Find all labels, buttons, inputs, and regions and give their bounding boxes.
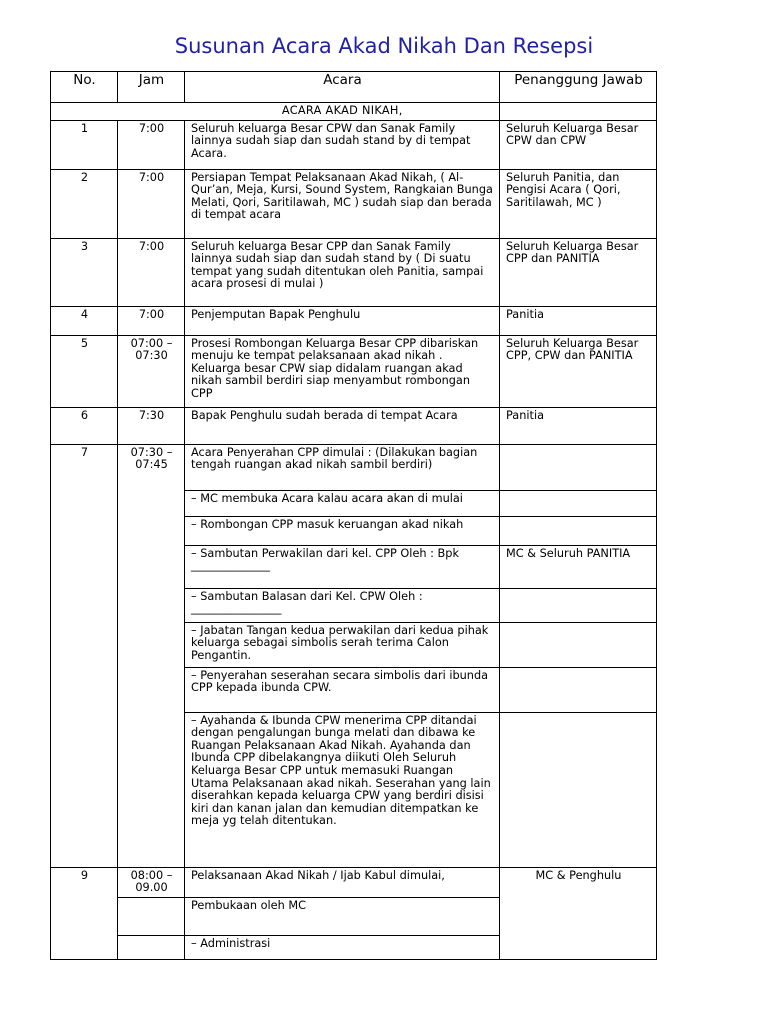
row-acara: Penjemputan Bapak Penghulu [185, 306, 500, 335]
row-acara: Seluruh keluarga Besar CPP dan Sanak Family lainnya sudah siap dan sudah stand by ( Di suatu tempat yang sudah ditentukan oleh Panitia, sampai acara prosesi di mulai ) [185, 238, 500, 306]
row-pj: MC & Seluruh PANITIA [500, 545, 657, 588]
row-acara: – Sambutan Perwakilan dari kel. CPP Oleh : Bpk ______________ [185, 545, 500, 588]
row-no: 6 [51, 407, 118, 444]
row-pj: Seluruh Panitia, dan Pengisi Acara ( Qori, Saritilawah, MC ) [500, 169, 657, 238]
row-pj [500, 490, 657, 516]
row-jam-empty [118, 935, 185, 959]
row-acara: – Penyerahan seserahan secara simbolis dari ibunda CPP kepada ibunda CPW. [185, 667, 500, 712]
row-jam: 07:00 – 07:30 [118, 335, 185, 407]
row-acara: Prosesi Rombongan Keluarga Besar CPP dibariskan menuju ke tempat pelaksanaan akad nikah . Keluarga besar CPW siap didalam ruangan akad nikah sambil berdiri siap menyambut rombongan CPP [185, 335, 500, 407]
row-acara: – Ayahanda & Ibunda CPW menerima CPP ditandai dengan pengalungan bunga melati dan dibawa ke Ruangan Pelaksanaan Akad Nikah. Ayahanda dan Ibunda CPP dibelakangnya diikuti Oleh Seluruh Keluarga Besar CPP untuk memasuki Ruangan Utama Pelaksanaan akad nikah. Seserahan yang lain diserahkan kepada keluarga CPW yang berdiri disisi kiri dan kanan jalan dan kemudian ditempatkan ke meja yg telah ditentukan. [185, 712, 500, 867]
schedule-table [50, 71, 657, 960]
row-no: 2 [51, 169, 118, 238]
row-acara: – MC membuka Acara kalau acara akan di mulai [185, 490, 500, 516]
row-jam: 7:00 [118, 306, 185, 335]
row-pj [500, 712, 657, 867]
row-acara: Pembukaan oleh MC [185, 897, 500, 935]
section-row [51, 103, 657, 121]
row-acara: – Jabatan Tangan kedua perwakilan dari kedua pihak keluarga sebagai simbolis serah terima Calon Pengantin. [185, 622, 500, 667]
header-penanggung-jawab: Penanggung Jawab [500, 72, 657, 103]
row-no: 9 [51, 867, 118, 959]
row-acara: – Rombongan CPP masuk keruangan akad nikah [185, 516, 500, 545]
row-pj [500, 444, 657, 490]
document-title: Susunan Acara Akad Nikah Dan Resepsi [174, 34, 594, 58]
row-acara: Bapak Penghulu sudah berada di tempat Acara [185, 407, 500, 444]
row-jam: 7:30 [118, 407, 185, 444]
row-pj [500, 667, 657, 712]
section-spacer [51, 103, 185, 121]
row-acara: – Administrasi [185, 935, 500, 959]
row-jam: 7:00 [118, 169, 185, 238]
row-acara: Persiapan Tempat Pelaksanaan Akad Nikah, ( Al-Qur’an, Meja, Kursi, Sound System, Rangkaian Bunga Melati, Qori, Saritilawah, MC ) sudah siap dan berada di tempat acara [185, 169, 500, 238]
table-row [51, 120, 657, 169]
row-jam: 7:00 [118, 238, 185, 306]
table-row [51, 306, 657, 335]
table-row [51, 867, 657, 897]
table-row [51, 169, 657, 238]
row-pj: Seluruh Keluarga Besar CPW dan CPW [500, 120, 657, 169]
row-jam-empty [118, 897, 185, 935]
row-pj [500, 516, 657, 545]
row-pj: MC & Penghulu [500, 867, 657, 959]
row-pj: Panitia [500, 306, 657, 335]
row-no: 4 [51, 306, 118, 335]
table-row [51, 238, 657, 306]
table-header-row [51, 72, 657, 103]
header-jam: Jam [118, 72, 185, 103]
table-row [51, 335, 657, 407]
row-no: 3 [51, 238, 118, 306]
row-no: 5 [51, 335, 118, 407]
section-label: ACARA AKAD NIKAH, [185, 103, 500, 121]
row-jam: 7:00 [118, 120, 185, 169]
table-row [51, 444, 657, 490]
header-no: No. [51, 72, 118, 103]
row-pj: Panitia [500, 407, 657, 444]
row-jam: 08:00 – 09.00 [118, 867, 185, 897]
table-row [51, 407, 657, 444]
row-acara: Seluruh keluarga Besar CPW dan Sanak Family lainnya sudah siap dan sudah stand by di tempat Acara. [185, 120, 500, 169]
row-no: 7 [51, 444, 118, 867]
row-acara: Acara Penyerahan CPP dimulai : (Dilakukan bagian tengah ruangan akad nikah sambil berdiri) [185, 444, 500, 490]
row-jam: 07:30 – 07:45 [118, 444, 185, 867]
section-spacer-right [500, 103, 657, 121]
row-pj: Seluruh Keluarga Besar CPP dan PANITIA [500, 238, 657, 306]
row-no: 1 [51, 120, 118, 169]
row-acara: Pelaksanaan Akad Nikah / Ijab Kabul dimulai, [185, 867, 500, 897]
row-pj [500, 622, 657, 667]
row-acara: – Sambutan Balasan dari Kel. CPW Oleh : ________________ [185, 588, 500, 622]
row-pj [500, 588, 657, 622]
row-pj: Seluruh Keluarga Besar CPP, CPW dan PANITIA [500, 335, 657, 407]
header-acara: Acara [185, 72, 500, 103]
